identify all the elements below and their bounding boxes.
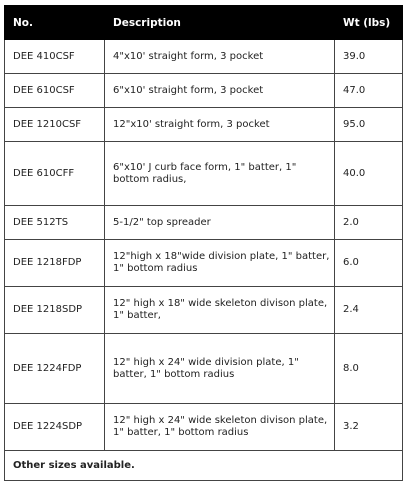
cell-description: 4"x10' straight form, 3 pocket xyxy=(105,40,335,74)
header-weight: Wt (lbs) xyxy=(335,6,403,40)
header-description: Description xyxy=(105,6,335,40)
cell-description: 6"x10' J curb face form, 1" batter, 1" bottom radius, xyxy=(105,142,335,206)
cell-description: 12"high x 18"wide division plate, 1" batter, 1" bottom radius xyxy=(105,240,335,287)
cell-description: 12" high x 24" wide skeleton divison plate, 1" batter, 1" bottom radius xyxy=(105,404,335,451)
cell-weight: 40.0 xyxy=(335,142,403,206)
cell-weight: 3.2 xyxy=(335,404,403,451)
cell-no: DEE 610CSF xyxy=(5,74,105,108)
cell-description: 5-1/2" top spreader xyxy=(105,206,335,240)
table-row xyxy=(5,206,403,240)
header-no: No. xyxy=(5,6,105,40)
table-row xyxy=(5,40,403,74)
footer-note: Other sizes available. xyxy=(5,451,403,481)
cell-weight: 8.0 xyxy=(335,334,403,404)
cell-no: DEE 1224SDP xyxy=(5,404,105,451)
cell-description: 12" high x 18" wide skeleton divison plate, 1" batter, xyxy=(105,287,335,334)
cell-no: DEE 1224FDP xyxy=(5,334,105,404)
cell-no: DEE 1218FDP xyxy=(5,240,105,287)
cell-no: DEE 410CSF xyxy=(5,40,105,74)
cell-no: DEE 1210CSF xyxy=(5,108,105,142)
cell-weight: 2.0 xyxy=(335,206,403,240)
cell-weight: 6.0 xyxy=(335,240,403,287)
table-row xyxy=(5,142,403,206)
table-row xyxy=(5,74,403,108)
table-row xyxy=(5,404,403,451)
cell-no: DEE 512TS xyxy=(5,206,105,240)
cell-no: DEE 610CFF xyxy=(5,142,105,206)
table-row xyxy=(5,240,403,287)
product-spec-table xyxy=(4,5,403,481)
table-row xyxy=(5,108,403,142)
cell-weight: 2.4 xyxy=(335,287,403,334)
cell-weight: 47.0 xyxy=(335,74,403,108)
cell-weight: 39.0 xyxy=(335,40,403,74)
cell-no: DEE 1218SDP xyxy=(5,287,105,334)
cell-description: 12"x10' straight form, 3 pocket xyxy=(105,108,335,142)
cell-description: 12" high x 24" wide division plate, 1" batter, 1" bottom radius xyxy=(105,334,335,404)
cell-description: 6"x10' straight form, 3 pocket xyxy=(105,74,335,108)
cell-weight: 95.0 xyxy=(335,108,403,142)
table-footer-row xyxy=(5,451,403,481)
table-row xyxy=(5,287,403,334)
table-row xyxy=(5,334,403,404)
table-header-row xyxy=(5,6,403,40)
